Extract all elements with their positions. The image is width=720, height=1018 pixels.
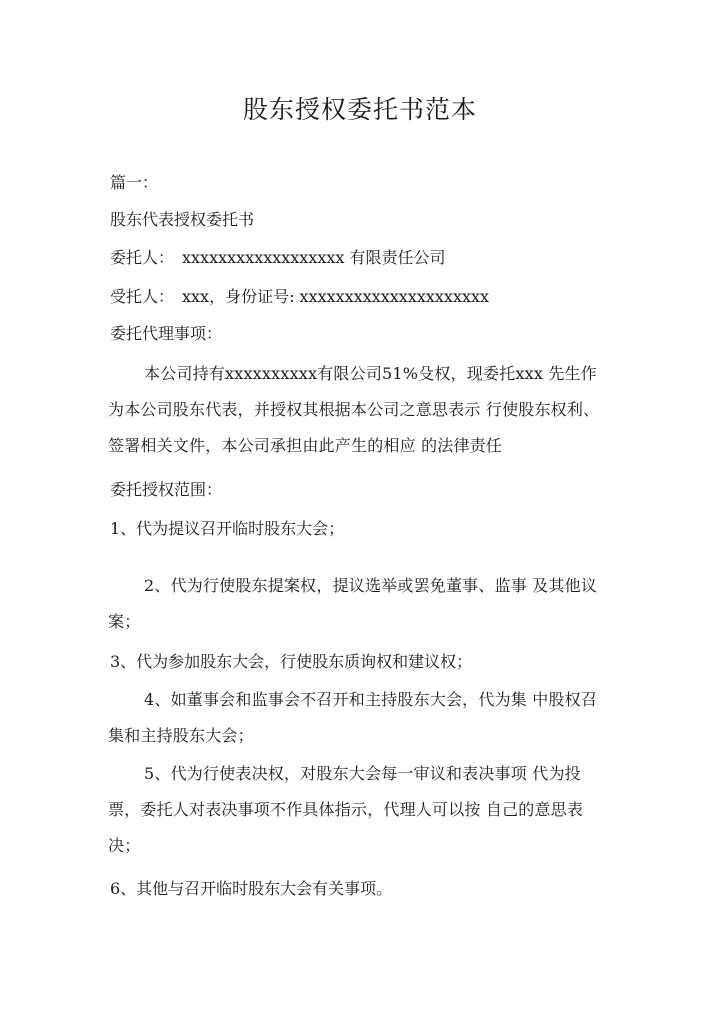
- scope-heading: 委托授权范围：: [110, 480, 223, 499]
- scope-item-4: 4、如董事会和监事会不召开和主持股东大会，代为集 中股权召集和主持股东大会；: [108, 690, 598, 745]
- scope-item-2: 2、代为行使股东提案权，提议选举或罢免董事、监事 及其他议案；: [108, 576, 598, 631]
- scope-item-6: 6、其他与召开临时股东大会有关事项。: [110, 879, 393, 898]
- matters-paragraph: 本公司持有xxxxxxxxxx有限公司51%殳权，现委托xxx 先生作为本公司股东代表，并授权其根据本公司之意思表示 行使股东权利、签署相关文件，本公司承担由此产生的相应 的法律责任: [108, 364, 600, 455]
- scope-item-1: 1、代为提议召开临时股东大会；: [110, 519, 345, 538]
- agent-line: 受托人： xxx，身份证号: xxxxxxxxxxxxxxxxxxxxx: [110, 287, 490, 306]
- principal-line: 委托人： xxxxxxxxxxxxxxxxxx 有限责任公司: [110, 248, 446, 267]
- scope-item-5: 5、代为行使表决权，对股东大会每一审议和表决事项 代为投票，委托人对表决事项不作具体指示，代理人可以按 自己的意思表决；: [108, 764, 584, 855]
- matters-heading: 委托代理事项：: [110, 324, 223, 343]
- document-title: 股东授权委托书范本: [242, 95, 477, 124]
- document-subtitle: 股东代表授权委托书: [110, 210, 255, 229]
- section-label: 篇一：: [110, 173, 159, 192]
- scope-item-3: 3、代为参加股东大会，行使股东质询权和建议权；: [110, 652, 473, 671]
